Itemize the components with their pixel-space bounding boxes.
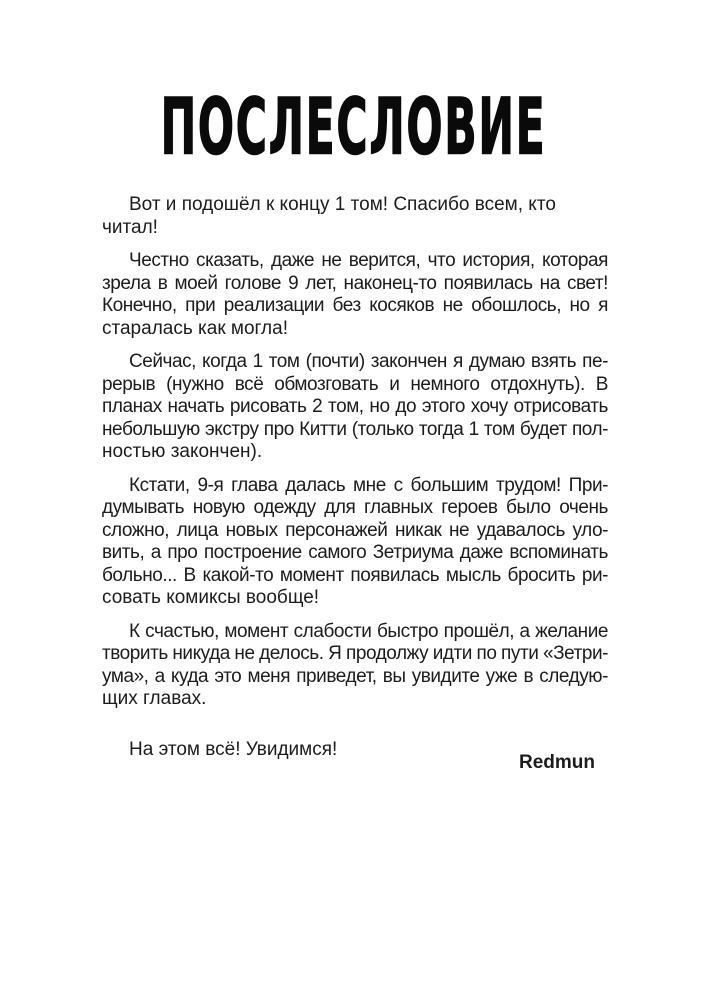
paragraph [102, 475, 608, 610]
text-line: На этом всё! Увидимся! [129, 738, 338, 760]
text-line: больно... В какой-то момент появилась мысль бросить ри- [102, 564, 608, 586]
text-line: творить никуда не делось. Я продолжу идти по пути «Зетри- [102, 643, 608, 664]
text-line: сложно, лица новых персонажей никак не удавалось уло- [102, 519, 608, 541]
text-line: вить, а про построение самого Зетриума даже вспоминать [102, 542, 608, 563]
text-line: Честно сказать, даже не верится, что история, которая [129, 250, 608, 271]
text-line: Вот и подошёл к концу 1 том! Спасибо всем, кто читал! [102, 194, 556, 238]
author-signature: Redmun [519, 752, 595, 773]
text-line: К счастью, момент слабости быстро прошёл, а желание [129, 620, 608, 642]
page-title: ПОСЛЕСЛОВИЕ [160, 80, 547, 172]
paragraph [102, 351, 608, 464]
text-line: небольшую экстру про Китти (только тогда 1 том будет пол- [102, 418, 608, 440]
text-line: зрела в моей голове 9 лет, наконец-то появилась на свет! [102, 272, 608, 294]
text-line: планах начать рисовать 2 том, но до этого хочу отрисовать [102, 396, 608, 417]
text-line: Сейчас, когда 1 том (почти) закончен я думаю взять пе- [129, 351, 608, 372]
text-line: рерыв (нужно всё обмозговать и немного отдохнуть). В [102, 373, 608, 395]
afterword-body [102, 194, 608, 772]
text-line: думывать новую одежду для главных героев было очень [102, 497, 608, 518]
paragraph [102, 250, 608, 340]
paragraph [102, 194, 608, 239]
text-line: старалась как могла! [102, 317, 288, 339]
page-title-wrap [0, 80, 707, 172]
text-line: ума», а куда это меня приведет, вы увидите уже в следую- [102, 665, 608, 687]
text-line: Кстати, 9-я глава далась мне с большим трудом! При- [129, 474, 608, 496]
text-line: Конечно, при реализации без косяков не обошлось, но я [102, 295, 608, 316]
text-line: щих главах. [102, 688, 207, 709]
paragraph [102, 621, 608, 711]
text-line: совать комиксы вообще! [102, 587, 320, 608]
text-line: ностью закончен). [102, 441, 263, 462]
